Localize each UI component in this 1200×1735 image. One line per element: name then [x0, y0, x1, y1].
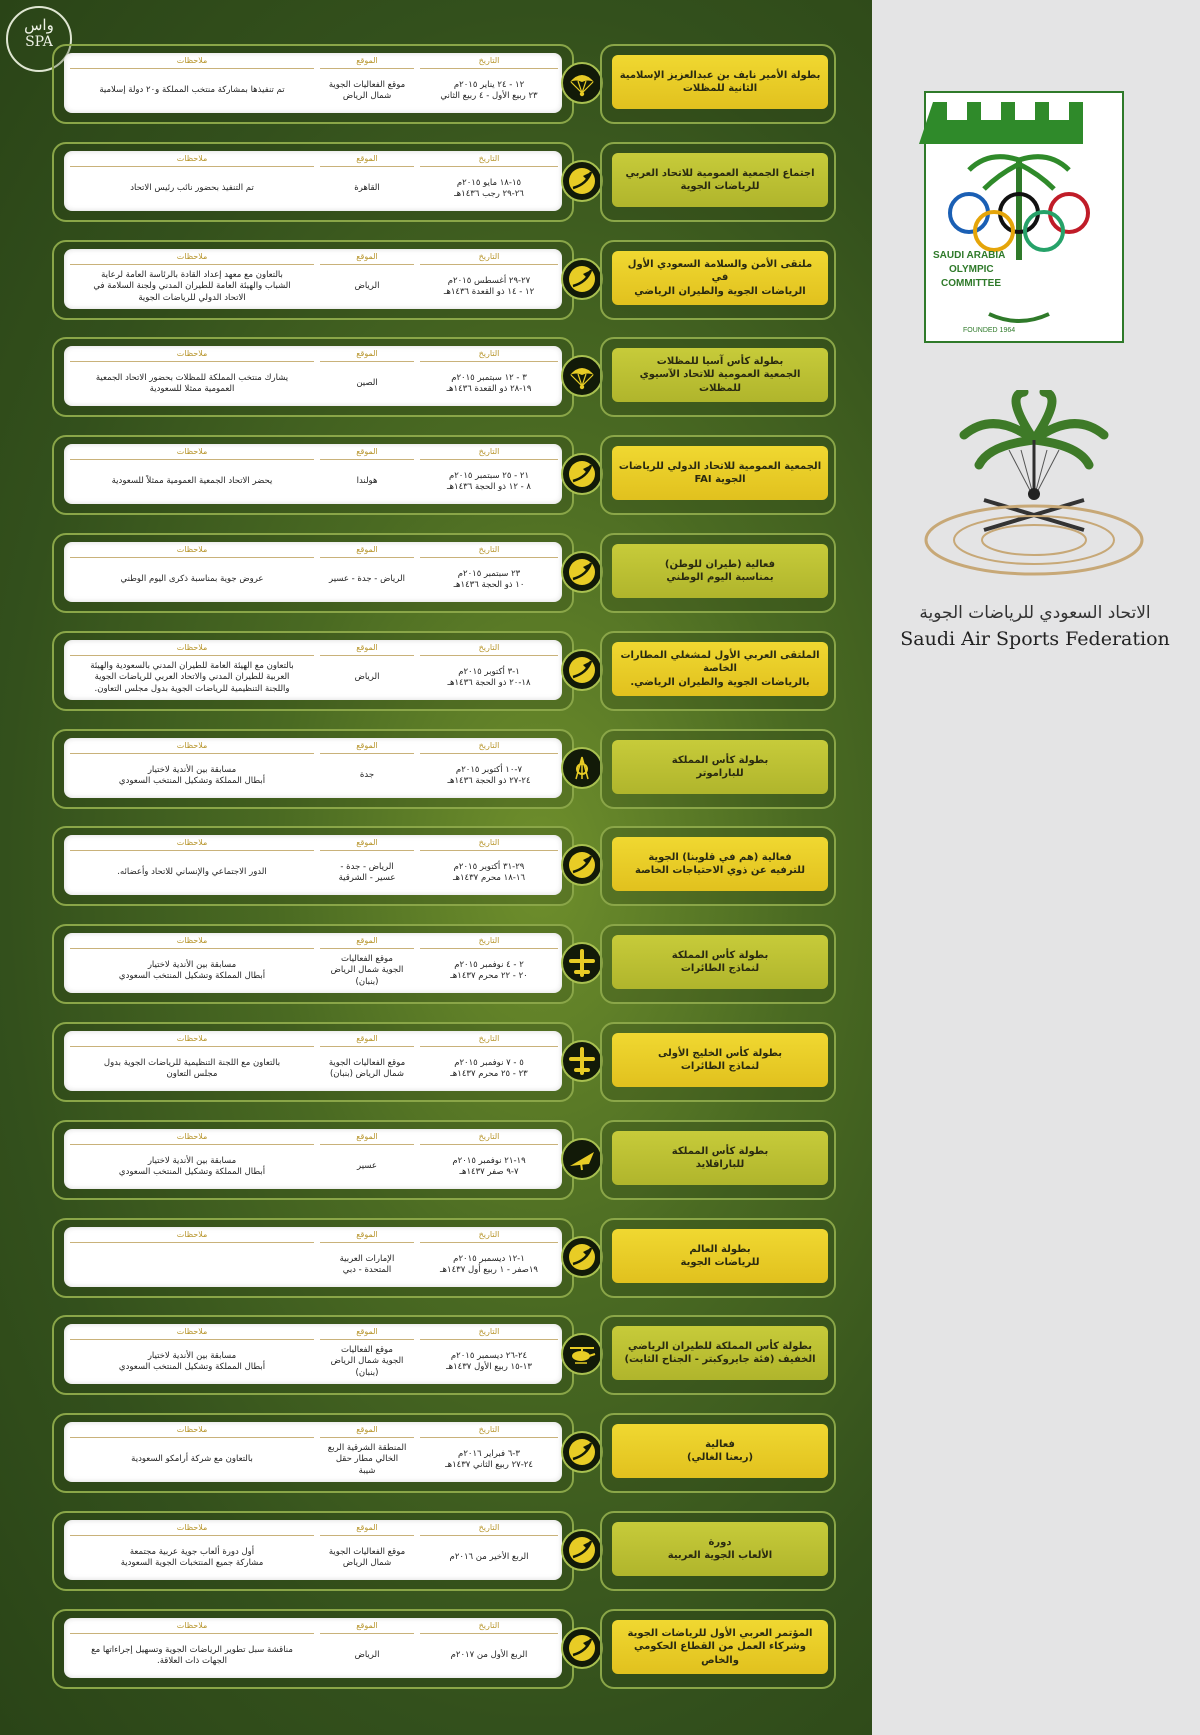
date-header: التاريخ	[420, 545, 558, 558]
event-row	[52, 1511, 832, 1587]
date-header: التاريخ	[420, 936, 558, 949]
branding-sidebar	[872, 0, 1200, 1735]
event-notes: يحضر الاتحاد الجمعية العمومية ممثلاً للسعودية	[111, 476, 273, 487]
event-row	[52, 729, 832, 805]
event-notes: يشارك منتخب المملكة للمظلات بحضور الاتحاد الجمعية العمومية ممثلا للسعودية	[95, 372, 289, 394]
event-title: ملتقى الأمن والسلامة السعودي الأول في الرياضات الجوية والطيران الرياضي	[612, 251, 828, 305]
date-header: التاريخ	[420, 154, 558, 167]
event-location: الرياض	[354, 672, 380, 683]
event-title-card	[600, 826, 836, 906]
event-notes: تم التنفيذ بحضور نائب رئيس الاتحاد	[130, 183, 254, 194]
event-location: الرياض	[354, 281, 380, 292]
event-details-table	[64, 1422, 562, 1482]
event-row	[52, 1413, 832, 1489]
event-row	[52, 1120, 832, 1196]
location-header: الموقع	[320, 545, 414, 558]
event-title-card	[600, 337, 836, 417]
event-location: هولندا	[356, 476, 378, 487]
date-header: التاريخ	[420, 349, 558, 362]
event-location: الصين	[356, 378, 378, 389]
location-header: الموقع	[320, 1621, 414, 1634]
event-location: الرياض - جدة - عسير	[329, 574, 405, 585]
event-details-table	[64, 346, 562, 406]
event-details-card	[52, 44, 574, 124]
event-notes: بالتعاون مع شركة أرامكو السعودية	[131, 1454, 253, 1465]
event-details-card	[52, 142, 574, 222]
event-notes: بالتعاون مع الهيئة العامة للطيران المدني بالسعودية والهيئة العربية للطيران المدني والاتحاد العربي للرياضات الجوية واللجنة التنظيمية للرياضات الجوية بدول مجلس التعاون.	[90, 660, 294, 694]
location-header: الموقع	[320, 447, 414, 460]
notes-header: ملاحظات	[70, 741, 314, 754]
event-details-card	[52, 1511, 574, 1591]
notes-header: ملاحظات	[70, 1327, 314, 1340]
notes-header: ملاحظات	[70, 1621, 314, 1634]
notes-header: ملاحظات	[70, 1425, 314, 1438]
location-header: الموقع	[320, 1523, 414, 1536]
event-details-table	[64, 444, 562, 504]
event-notes: بالتعاون مع معهد إعداد القادة بالرئاسة العامة لرعاية الشباب والهيئة العامة للطيران المدني ولجنة السلامة في الاتحاد الدولي للرياضات الجوية	[93, 269, 291, 303]
event-location: موقع الفعاليات الجوية شمال الرياض	[328, 1546, 406, 1568]
plane-icon	[561, 551, 603, 593]
event-title: بطولة كأس المملكة للباراقلايد	[612, 1131, 828, 1185]
event-date: ١-١٢ ديسمبر ٢٠١٥م ١٩صفر - ١ ربيع أول ١٤٣٧هـ	[440, 1253, 538, 1275]
event-title-card	[600, 533, 836, 613]
logo-founded: FOUNDED 1964	[963, 327, 1016, 334]
event-row	[52, 924, 832, 1000]
event-row	[52, 1609, 832, 1685]
event-details-table	[64, 1031, 562, 1091]
event-date: ٢٧-٢٩ أغسطس ٢٠١٥م ١٢ - ١٤ ذو القعدة ١٤٣٦هـ	[443, 275, 535, 297]
event-title: بطولة كأس الخليج الأولى لنماذج الطائرات	[612, 1033, 828, 1087]
event-title: المؤتمر العربي الأول للرياضات الجوية وشركاء العمل من القطاع الحكومي والخاص	[612, 1620, 828, 1674]
event-location: موقع الفعاليات الجوية شمال الرياض	[328, 79, 406, 101]
location-header: الموقع	[320, 56, 414, 69]
event-title: فعالية (ربعنا الغالي)	[612, 1424, 828, 1478]
event-details-card	[52, 240, 574, 320]
notes-header: ملاحظات	[70, 56, 314, 69]
event-date: الربع الأول من ٢٠١٧م	[450, 1650, 528, 1661]
plane-icon	[561, 649, 603, 691]
event-details-table	[64, 738, 562, 798]
plane-icon	[561, 160, 603, 202]
event-date: ١٩-٢١ نوفمبر ٢٠١٥م ٧-٩ صفر ١٤٣٧هـ	[452, 1155, 526, 1177]
event-row	[52, 631, 832, 707]
event-title-card	[600, 1120, 836, 1200]
event-row	[52, 142, 832, 218]
event-title-card	[600, 1609, 836, 1689]
event-details-table	[64, 1618, 562, 1678]
location-header: الموقع	[320, 154, 414, 167]
notes-header: ملاحظات	[70, 545, 314, 558]
location-header: الموقع	[320, 643, 414, 656]
date-header: التاريخ	[420, 1034, 558, 1047]
notes-header: ملاحظات	[70, 154, 314, 167]
event-title-card	[600, 1218, 836, 1298]
event-notes: بالتعاون مع اللجنة التنظيمية للرياضات الجوية بدول مجلس التعاون	[103, 1057, 281, 1079]
event-location: جدة	[359, 770, 375, 781]
date-header: التاريخ	[420, 1425, 558, 1438]
date-header: التاريخ	[420, 1523, 558, 1536]
location-header: الموقع	[320, 936, 414, 949]
location-header: الموقع	[320, 741, 414, 754]
location-header: الموقع	[320, 252, 414, 265]
location-header: الموقع	[320, 838, 414, 851]
event-row	[52, 44, 832, 120]
plane-icon	[561, 1431, 603, 1473]
event-details-card	[52, 631, 574, 711]
event-date: ٢٤-٢٦ ديسمبر ٢٠١٥م ١٣-١٥ ربيع الأول ١٤٣٧هـ	[446, 1350, 532, 1372]
event-notes: مسابقة بين الأندية لاختيار أبطال المملكة وتشكيل المنتخب السعودي	[118, 1155, 266, 1177]
event-date: الربع الأخير من ٢٠١٦م	[449, 1552, 529, 1563]
event-row	[52, 533, 832, 609]
event-details-card	[52, 337, 574, 417]
date-header: التاريخ	[420, 1327, 558, 1340]
date-header: التاريخ	[420, 643, 558, 656]
event-row	[52, 337, 832, 413]
event-details-table	[64, 249, 562, 309]
event-details-card	[52, 1022, 574, 1102]
event-date: ١٢ - ٢٤ يناير ٢٠١٥م ٢٣ ربيع الأول - ٤ ربيع الثاني	[440, 79, 538, 101]
event-title: فعالية (هم في قلوبنا) الجوية للترفيه عن ذوي الاحتياجات الخاصة	[612, 837, 828, 891]
event-row	[52, 435, 832, 511]
event-title-card	[600, 240, 836, 320]
event-title-card	[600, 1315, 836, 1395]
gyrocopter-icon	[561, 1333, 603, 1375]
event-date: ٢٩-٣١ أكتوبر ٢٠١٥م ١٦-١٨ محرم ١٤٣٧هـ	[453, 861, 526, 883]
event-details-card	[52, 729, 574, 809]
notes-header: ملاحظات	[70, 1034, 314, 1047]
location-header: الموقع	[320, 1132, 414, 1145]
olympic-committee-logo	[919, 88, 1129, 348]
event-location: الرياض - جدة - عسير - الشرقية	[338, 861, 396, 883]
event-title-card	[600, 631, 836, 711]
notes-header: ملاحظات	[70, 447, 314, 460]
model-plane-icon	[561, 1040, 603, 1082]
event-title-card	[600, 1413, 836, 1493]
event-notes: الدور الاجتماعي والإنساني للاتحاد وأعضائه.	[117, 867, 267, 878]
federation-logo	[914, 390, 1154, 610]
event-title: بطولة كأس المملكة للطيران الرياضي الخفيف (فئة جايروكبتر - الجناح الثابت)	[612, 1326, 828, 1380]
event-title-card	[600, 142, 836, 222]
location-header: الموقع	[320, 349, 414, 362]
event-details-table	[64, 1324, 562, 1384]
event-details-card	[52, 533, 574, 613]
logo-text-en2: OLYMPIC	[949, 264, 994, 275]
hang-glider-icon	[561, 1138, 603, 1180]
event-date: ١-٣ أكتوبر ٢٠١٥م ١٨-٢٠ ذو الحجة ١٤٣٦هـ	[447, 666, 531, 688]
event-details-table	[64, 151, 562, 211]
event-row	[52, 1315, 832, 1391]
event-date: ٢ - ٤ نوفمبر ٢٠١٥م ٢٠ - ٢٢ محرم ١٤٣٧هـ	[450, 959, 528, 981]
event-title-card	[600, 435, 836, 515]
event-title: بطولة كأس آسيا للمظلات الجمعية العمومية للاتحاد الآسيوي للمظلات	[612, 348, 828, 402]
date-header: التاريخ	[420, 741, 558, 754]
event-title: فعالية (طيران للوطن) بمناسبة اليوم الوطني	[612, 544, 828, 598]
model-plane-icon	[561, 942, 603, 984]
notes-header: ملاحظات	[70, 349, 314, 362]
plane-icon	[561, 1529, 603, 1571]
event-title: اجتماع الجمعية العمومية للاتحاد العربي للرياضات الجوية	[612, 153, 828, 207]
notes-header: ملاحظات	[70, 838, 314, 851]
event-location: موقع الفعاليات الجوية شمال الرياض (بنبان)	[330, 953, 404, 987]
notes-header: ملاحظات	[70, 1230, 314, 1243]
parachute-icon	[561, 62, 603, 104]
watermark-latin: SPA	[25, 34, 53, 50]
event-details-card	[52, 1413, 574, 1493]
event-date: ٣ - ١٢ سبتمبر ٢٠١٥م ١٩-٢٨ ذو القعدة ١٤٣٦هـ	[446, 372, 532, 394]
date-header: التاريخ	[420, 838, 558, 851]
event-title: الملتقى العربي الأول لمشغلي المطارات الخاصة بالرياضات الجوية والطيران الرياضي.	[612, 642, 828, 696]
location-header: الموقع	[320, 1425, 414, 1438]
event-title: بطولة كأس المملكة للباراموتر	[612, 740, 828, 794]
event-location: عسير	[357, 1161, 377, 1172]
notes-header: ملاحظات	[70, 252, 314, 265]
event-details-card	[52, 924, 574, 1004]
location-header: الموقع	[320, 1230, 414, 1243]
event-date: ٢١ - ٢٥ سبتمبر ٢٠١٥م ٨ - ١٢ ذو الحجة ١٤٣٦هـ	[447, 470, 531, 492]
event-row	[52, 240, 832, 316]
plane-icon	[561, 844, 603, 886]
parachute-icon	[561, 355, 603, 397]
federation-name-ar: الاتحاد السعودي للرياضات الجوية	[919, 603, 1151, 623]
event-row	[52, 826, 832, 902]
plane-icon	[561, 1236, 603, 1278]
notes-header: ملاحظات	[70, 936, 314, 949]
date-header: التاريخ	[420, 252, 558, 265]
event-row	[52, 1022, 832, 1098]
location-header: الموقع	[320, 1034, 414, 1047]
event-title-card	[600, 729, 836, 809]
notes-header: ملاحظات	[70, 1132, 314, 1145]
event-details-card	[52, 1120, 574, 1200]
event-details-table	[64, 1520, 562, 1580]
logo-text-en1: SAUDI ARABIA	[933, 250, 1006, 261]
event-notes: أول دورة ألعاب جوية عربية مجتمعة مشاركة جميع المنتخبات الجوية السعودية	[120, 1546, 264, 1568]
event-date: ٥ - ٧ نوفمبر ٢٠١٥م ٢٣ - ٢٥ محرم ١٤٣٧هـ	[450, 1057, 528, 1079]
event-details-table	[64, 53, 562, 113]
event-location: القاهرة	[354, 183, 380, 194]
event-title-card	[600, 44, 836, 124]
location-header: الموقع	[320, 1327, 414, 1340]
event-details-table	[64, 1129, 562, 1189]
event-notes: مناقشة سبل تطوير الرياضات الجوية وتسهيل إجراءاتها مع الجهات ذات العلاقة.	[91, 1644, 293, 1666]
event-location: الرياض	[354, 1650, 380, 1661]
date-header: التاريخ	[420, 1132, 558, 1145]
event-date: ١٥-١٨ مايو ٢٠١٥م ٢٦-٢٩ رجب ١٤٣٦هـ	[454, 177, 524, 199]
date-header: التاريخ	[420, 1230, 558, 1243]
event-notes	[70, 1245, 314, 1285]
event-location: المنطقة الشرقية الربع الخالي مطار حقل شيبة	[327, 1442, 407, 1476]
event-location: موقع الفعاليات الجوية شمال الرياض (بنبان)	[330, 1344, 404, 1378]
event-notes: تم تنفيذها بمشاركة منتخب المملكة و٢٠ دولة إسلامية	[99, 85, 285, 96]
watermark-arabic: واس	[24, 16, 54, 34]
event-details-card	[52, 826, 574, 906]
event-details-table	[64, 542, 562, 602]
event-title: بطولة كأس المملكة لنماذج الطائرات	[612, 935, 828, 989]
logo-text-en3: COMMITTEE	[941, 278, 1001, 289]
event-notes: مسابقة بين الأندية لاختيار أبطال المملكة وتشكيل المنتخب السعودي	[118, 959, 266, 981]
event-details-card	[52, 435, 574, 515]
event-title: دورة الألعاب الجوية العربية	[612, 1522, 828, 1576]
event-details-table	[64, 1227, 562, 1287]
notes-header: ملاحظات	[70, 643, 314, 656]
event-date: ٢٣ سبتمبر ٢٠١٥م ١٠ ذو الحجة ١٤٣٦هـ	[453, 568, 525, 590]
event-title: بطولة الأمير نايف بن عبدالعزيز الإسلامية الثانية للمظلات	[612, 55, 828, 109]
event-details-table	[64, 640, 562, 700]
plane-icon	[561, 1627, 603, 1669]
event-details-card	[52, 1315, 574, 1395]
event-row	[52, 1218, 832, 1294]
event-location: موقع الفعاليات الجوية شمال الرياض (بنبان)	[328, 1057, 406, 1079]
event-notes: مسابقة بين الأندية لاختيار أبطال المملكة وتشكيل المنتخب السعودي	[118, 1350, 266, 1372]
event-details-card	[52, 1609, 574, 1689]
event-title: الجمعية العمومية للاتحاد الدولي للرياضات الجوية FAI	[612, 446, 828, 500]
event-title-card	[600, 1511, 836, 1591]
federation-name-en: Saudi Air Sports Federation	[900, 628, 1170, 650]
event-date: ٣-٦ فبراير ٢٠١٦م ٢٤-٢٧ ربيع الثاني ١٤٣٧هـ	[445, 1448, 533, 1470]
event-title-card	[600, 924, 836, 1004]
event-details-card	[52, 1218, 574, 1298]
event-details-table	[64, 835, 562, 895]
date-header: التاريخ	[420, 447, 558, 460]
date-header: التاريخ	[420, 1621, 558, 1634]
plane-icon	[561, 453, 603, 495]
plane-icon	[561, 258, 603, 300]
event-date: ٧-١٠ أكتوبر ٢٠١٥م ٢٤-٢٧ ذو الحجة ١٤٣٦هـ	[447, 764, 531, 786]
event-location: الإمارات العربية المتحدة - دبي	[339, 1253, 395, 1275]
event-notes: مسابقة بين الأندية لاختيار أبطال المملكة وتشكيل المنتخب السعودي	[118, 764, 266, 786]
event-title-card	[600, 1022, 836, 1102]
event-title: بطولة العالم للرياضات الجوية	[612, 1229, 828, 1283]
paramotor-icon	[561, 747, 603, 789]
event-details-table	[64, 933, 562, 993]
event-notes: عروض جوية بمناسبة ذكرى اليوم الوطني	[120, 574, 264, 585]
date-header: التاريخ	[420, 56, 558, 69]
notes-header: ملاحظات	[70, 1523, 314, 1536]
